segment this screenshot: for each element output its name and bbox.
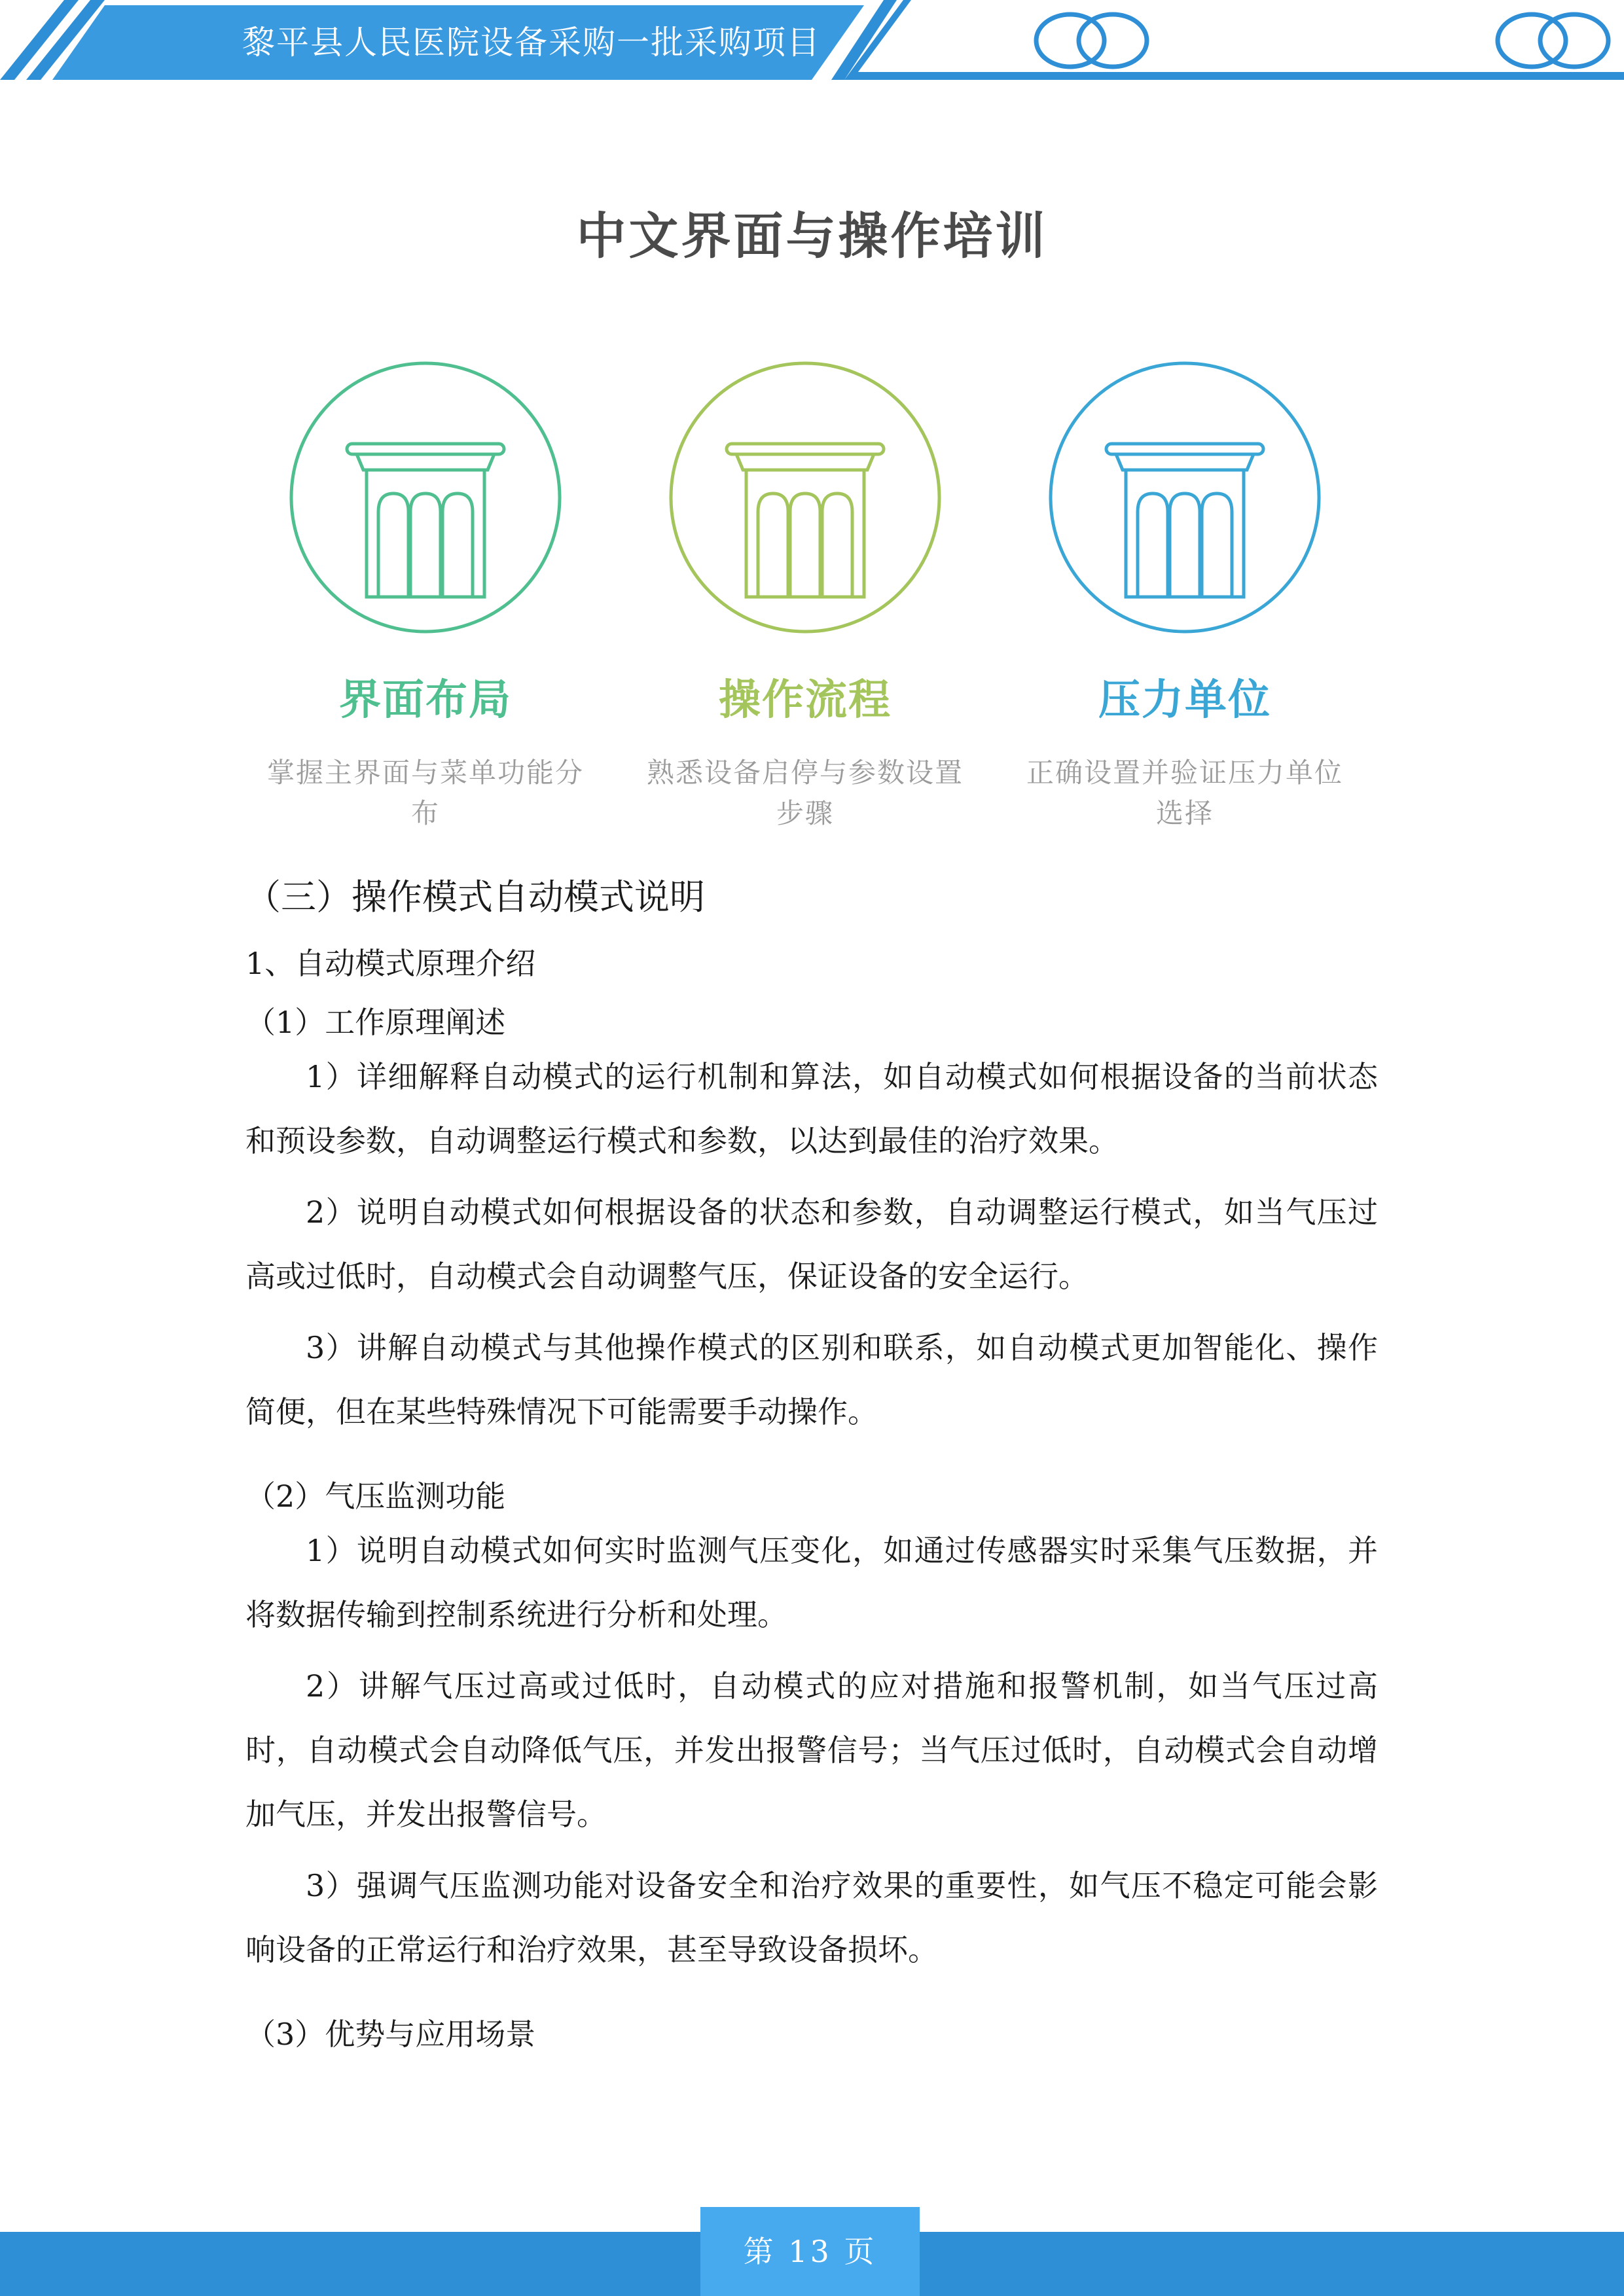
page-number: 第 13 页 — [700, 2207, 920, 2296]
pillar-icon — [668, 360, 943, 635]
pillar-label: 压力单位 — [1098, 676, 1271, 725]
pillar-icon — [288, 360, 563, 635]
page-header — [0, 0, 1624, 85]
double-ring-icon — [1498, 14, 1608, 67]
pillar-card-workflow — [622, 360, 988, 834]
header-title: 黎平县人民医院设备采购一批采购项目 — [242, 24, 821, 62]
pillar-description: 熟悉设备启停与参数设置步骤 — [646, 757, 964, 829]
double-ring-icon — [1036, 14, 1147, 67]
section-title: （三）操作模式自动模式说明 — [245, 876, 705, 918]
pillar-card-layout — [242, 360, 609, 834]
pillar-description: 正确设置并验证压力单位选择 — [1026, 757, 1343, 829]
group-heading: （2）气压监测功能 — [245, 1479, 506, 1514]
pillar-label: 操作流程 — [719, 676, 892, 725]
group-heading: （1）工作原理阐述 — [245, 1005, 506, 1040]
paragraph: 2）讲解气压过高或过低时，自动模式的应对措施和报警机制，如当气压过高时，自动模式会自动降低气压，并发出报警信号；当气压过低时，自动模式会自动增加气压，并发出报警信号。 — [245, 1668, 1378, 1832]
sub-title: 1、自动模式原理介绍 — [245, 946, 536, 981]
pillar-description: 掌握主界面与菜单功能分布 — [266, 757, 584, 829]
paragraph: 3）强调气压监测功能对设备安全和治疗效果的重要性，如气压不稳定可能会影响设备的正常运行和治疗效果，甚至导致设备损坏。 — [245, 1868, 1378, 1967]
pillar-card-pressure-unit — [1001, 360, 1368, 834]
paragraph: 1）详细解释自动模式的运行机制和算法，如自动模式如何根据设备的当前状态和预设参数，自动调整运行模式和参数，以达到最佳的治疗效果。 — [245, 1059, 1378, 1158]
group-heading: （3）优势与应用场景 — [245, 2017, 536, 2052]
paragraph: 3）讲解自动模式与其他操作模式的区别和联系，如自动模式更加智能化、操作简便，但在某些特殊情况下可能需要手动操作。 — [245, 1330, 1378, 1429]
pillar-icon — [1047, 360, 1322, 635]
pillar-label: 界面布局 — [339, 676, 512, 725]
paragraph: 2）说明自动模式如何根据设备的状态和参数，自动调整运行模式，如当气压过高或过低时，自动模式会自动调整气压，保证设备的安全运行。 — [245, 1194, 1378, 1294]
infographic-title: 中文界面与操作培训 — [576, 207, 1048, 265]
paragraph: 1）说明自动模式如何实时监测气压变化，如通过传感器实时采集气压数据，并将数据传输到控制系统进行分析和处理。 — [245, 1533, 1378, 1632]
